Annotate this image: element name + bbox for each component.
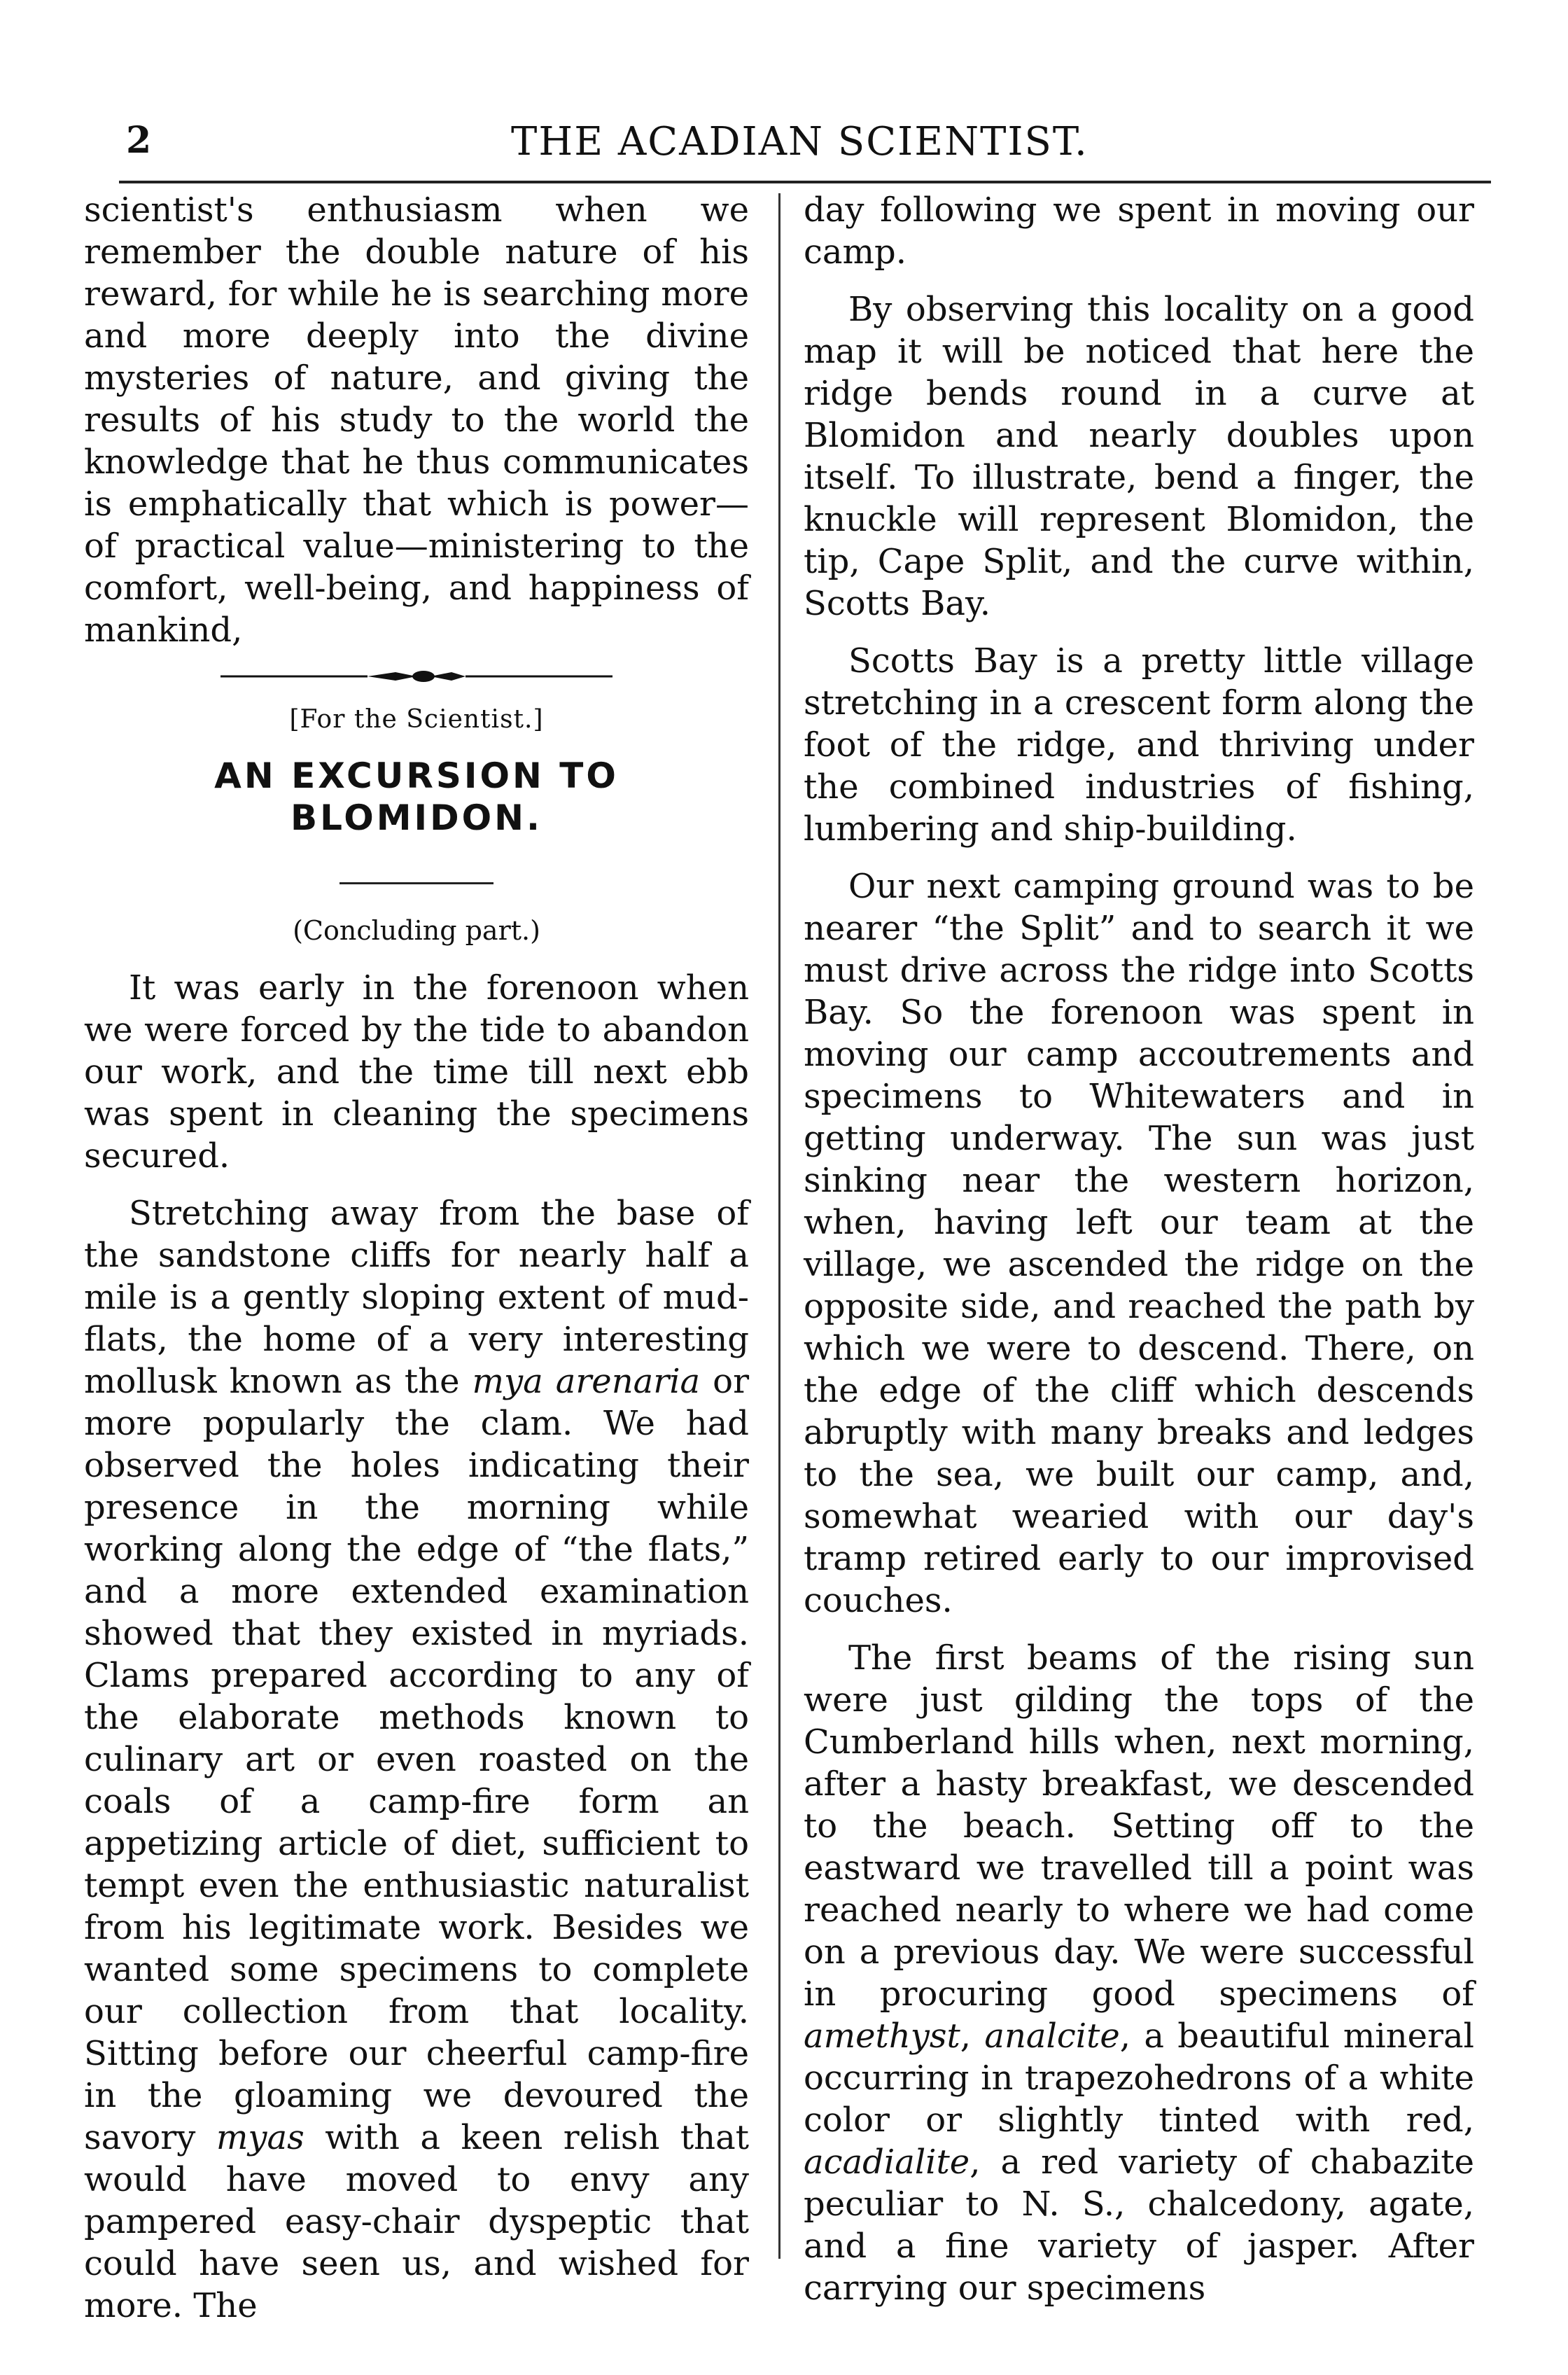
paragraph: By observing this locality on a good map it will be noticed that here the ridge bends round in a curve at Blomidon and nearly doubles upon itself. To illustrate, bend a finger, the knuckle will represent Blomidon, the tip, Cape Split, and the curve within, Scotts Bay. <box>804 290 1474 623</box>
continued-paragraph: scientist's enthusiasm when we remember the double nature of his reward, for while he is searching more and more deeply into the divine mysteries of nature, and giving the results of his study to the world the knowledge that he thus communicates is emphatically that which is power—of practical value—ministering to the comfort, well-being, and happiness of mankind, <box>84 190 749 650</box>
ornament-divider <box>220 669 612 683</box>
running-head: THE ACADIAN SCIENTIST. <box>511 119 1088 165</box>
article-credit: [For the Scientist.] <box>289 705 544 734</box>
paragraph: Scotts Bay is a pretty little village stretching in a crescent form along the foot of the ridge, and thriving under the combined industries of fishing, lumbering and ship-building. <box>804 641 1474 849</box>
column-divider <box>778 193 780 2259</box>
species-name: mya arenaria <box>472 1362 701 1401</box>
article-title: AN EXCURSION TO BLOMIDON. <box>214 755 619 838</box>
header-rule <box>119 181 1491 183</box>
species-name: myas <box>216 2118 304 2157</box>
paragraph: The first beams of the rising sun were just gilding the tops of the Cumberland hills when, next morning, after a hasty breakfast, we descended to the beach. Setting off to the eastward we travelled till a point was reached nearly to where we had come on a previous day. We were successful in procuring good specimens of amethyst, analcite, a beautiful mineral occurring in trapezohedrons of a white color or slightly tinted with red, acadialite, a red variety of chabazite peculiar to N. S., chalcedony, agate, and a fine variety of jasper. After carrying our specimens <box>804 1638 1474 2308</box>
right-column <box>804 189 1474 2309</box>
mineral-name: acadialite <box>804 2143 970 2182</box>
mineral-name: analcite <box>984 2017 1120 2056</box>
left-column <box>84 189 749 2327</box>
paragraph: day following we spent in moving our camp. <box>804 190 1474 272</box>
paragraph: Our next camping ground was to be nearer “the Split” and to search it we must drive across the ridge into Scotts Bay. So the forenoon was spent in moving our camp accoutrements and specimens to Whitewaters and in getting underway. The sun was just sinking near the western horizon, when, having left our team at the village, we ascended the ridge on the opposite side, and reached the path by which we were to descend. There, on the edge of the cliff which descends abruptly with many breaks and ledges to the sea, we built our camp, and, somewhat wearied with our day's tramp retired early to our improvised couches. <box>804 867 1474 1620</box>
page-number: 2 <box>126 119 152 162</box>
title-rule <box>340 882 493 884</box>
mineral-name: amethyst <box>804 2017 960 2056</box>
paragraph: It was early in the forenoon when we were forced by the tide to abandon our work, and the time till next ebb was spent in cleaning the specimens secured. <box>84 968 749 1176</box>
article-subtitle: (Concluding part.) <box>293 915 540 946</box>
paragraph: Stretching away from the base of the sandstone cliffs for nearly half a mile is a gently sloping extent of mud-flats, the home of a very interesting mollusk known as the mya arenaria or more popularly the clam. We had observed the holes indicating their presence in the morning while working along the edge of “the flats,” and a more extended examination showed that they existed in myriads. Clams prepared according to any of the elaborate methods known to culinary art or even roasted on the coals of a camp-fire form an appetizing article of diet, sufficient to tempt even the enthusiastic naturalist from his legitimate work. Besides we wanted some specimens to complete our collection from that locality. Sitting before our cheerful camp-fire in the gloaming we devoured the savory myas with a keen relish that would have moved to envy any pampered easy-chair dyspeptic that could have seen us, and wished for more. The <box>84 1194 750 2325</box>
page-header <box>119 119 1491 189</box>
